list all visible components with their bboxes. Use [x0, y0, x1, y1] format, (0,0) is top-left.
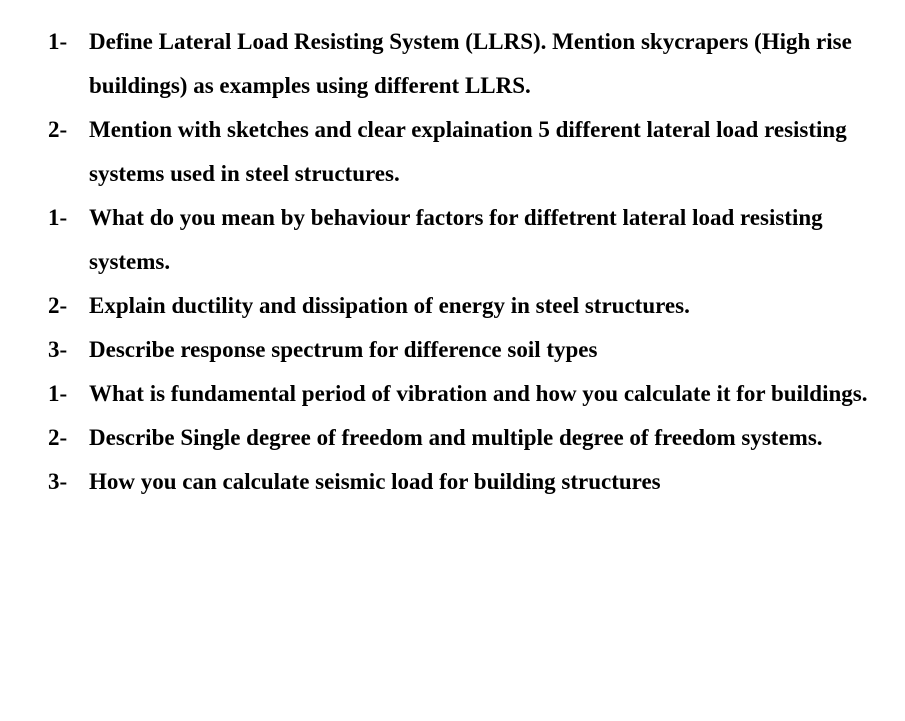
question-text: Define Lateral Load Resisting System (LLRS). Mention skycrapers (High rise buildings) as examples using different LLRS. [89, 29, 852, 98]
question-text: Mention with sketches and clear explaination 5 different lateral load resisting systems used in steel structures. [89, 117, 847, 186]
question-number: 3- [48, 469, 68, 494]
question-number: 2- [48, 293, 68, 318]
question-text: What do you mean by behaviour factors for diffetrent lateral load resisting systems. [89, 205, 823, 274]
question-text: Describe response spectrum for difference soil types [89, 337, 598, 362]
question-number: 2- [48, 117, 68, 142]
question-text: What is fundamental period of vibration and how you calculate it for buildings. [89, 381, 868, 406]
question-item [48, 416, 898, 460]
question-item [48, 372, 898, 416]
question-item [48, 460, 898, 504]
question-number: 3- [48, 337, 68, 362]
question-item [48, 284, 898, 328]
question-item [48, 20, 898, 108]
question-number: 1- [48, 29, 68, 54]
question-item [48, 108, 898, 196]
question-text: How you can calculate seismic load for building structures [89, 469, 661, 494]
question-text: Explain ductility and dissipation of energy in steel structures. [89, 293, 690, 318]
question-item [48, 328, 898, 372]
question-number: 1- [48, 381, 68, 406]
question-number: 2- [48, 425, 68, 450]
question-list [48, 20, 898, 504]
question-item [48, 196, 898, 284]
question-text: Describe Single degree of freedom and multiple degree of freedom systems. [89, 425, 823, 450]
question-number: 1- [48, 205, 68, 230]
